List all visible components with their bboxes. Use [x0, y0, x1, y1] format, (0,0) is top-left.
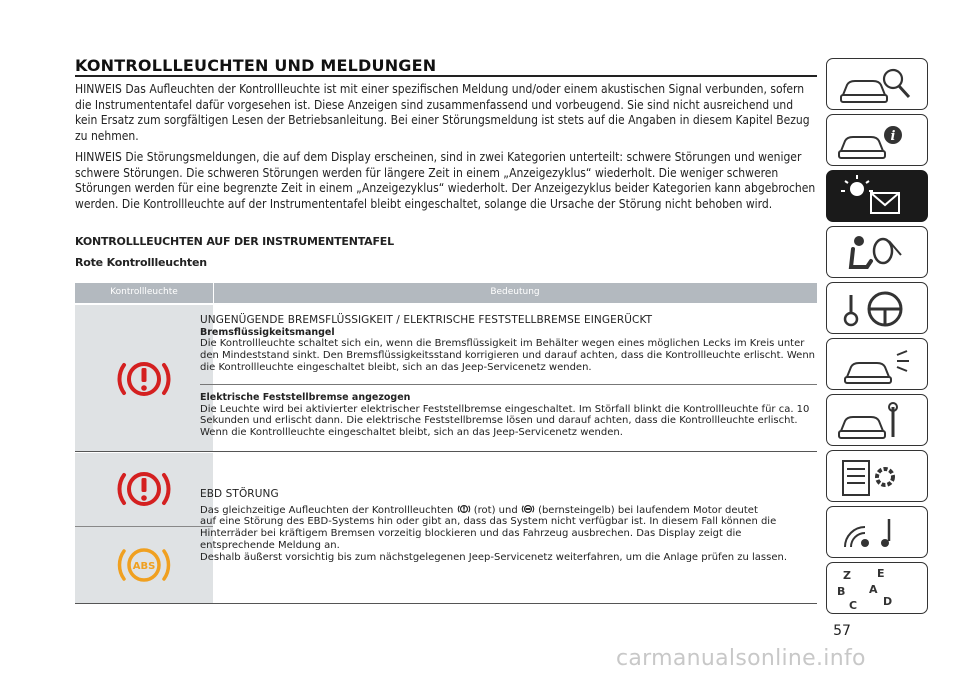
row-1-sub1-title: Bremsflüssigkeitsmangel — [200, 326, 335, 338]
row-2-line-1 — [200, 503, 817, 517]
chapter-tab-9[interactable] — [826, 506, 928, 558]
row-1-sub1-text: Die Kontrollleuchte schaltet sich ein, wenn die Bremsflüssigkeit im Behälter wegen eines möglichen Lecks im Kreis unter den Mindeststand sinkt. Den Bremsflüssigkeitsstand korrigieren und darauf achten, dass die Kontrollleuchte erlischt. Wenn die Kontrollleuchte eingeschaltet bleibt, sich an das Jeep-Servicenetz wenden. — [200, 338, 816, 373]
section-subtitle: KONTROLLLEUCHTEN AUF DER INSTRUMENTENTAFEL — [75, 235, 394, 248]
svg-text:D: D — [883, 595, 893, 608]
icon-cell-divider — [75, 526, 213, 527]
chapter-tab-5[interactable] — [826, 282, 928, 334]
table-bottom-rule — [75, 603, 817, 604]
row-2-line-1-c: (bernsteingelb) bei laufendem Motor deutet — [538, 504, 758, 516]
chapter-tab-3[interactable] — [826, 170, 928, 222]
inline-brake-icon — [457, 503, 471, 515]
chapter-tab-4[interactable] — [826, 226, 928, 278]
alphabet-index-icon — [827, 563, 929, 615]
chapter-tab-10[interactable] — [826, 562, 928, 614]
car-wrench-icon — [827, 395, 929, 447]
svg-text:E: E — [877, 567, 885, 580]
row-2-line-1-b: (rot) und — [473, 504, 518, 516]
column-header-meaning: Bedeutung — [490, 287, 540, 297]
section-subsubtitle: Rote Kontrollleuchten — [75, 256, 207, 269]
warning-light-message-icon — [827, 171, 929, 223]
row-1-text-a — [200, 315, 817, 374]
svg-text:i: i — [890, 129, 896, 144]
row-separator — [75, 451, 817, 452]
brake-warning-icon — [114, 463, 174, 515]
seat-airbag-icon — [827, 227, 929, 279]
note-paragraph-2: HINWEIS Die Störungsmeldungen, die auf dem Display erscheinen, sind in zwei Kategorien unterteilt: schwere Störungen und weniger schwere Störungen. Die schweren Störungen werden für längere Zeit in einem „Anzeigezyklus“ wiederholt. Die weniger schweren Störungen werden für eine begrenzte Zeit in einem „Anzeigezyklus“ wiederholt. Der Anzeigezyklus beider Kategorien kann abgebrochen werden. Die Kontrollleuchte auf der Instrumententafel bleibt eingeschaltet, solange die Ursache der Störung nicht behoben wird. — [75, 150, 816, 211]
column-header-icon: Kontrollleuchte — [110, 287, 178, 297]
page-number: 57 — [833, 623, 851, 639]
row-1-sub2-title: Elektrische Feststellbremse angezogen — [200, 392, 411, 403]
key-steering-wheel-icon — [827, 283, 929, 335]
media-music-icon — [827, 507, 929, 559]
chapter-tab-1[interactable] — [826, 58, 928, 110]
watermark: carmanualsonline.info — [616, 646, 866, 671]
page-title: KONTROLLLEUCHTEN UND MELDUNGEN — [75, 56, 437, 75]
row-1-sub2-text: Die Leuchte wird bei aktivierter elektrischer Feststellbremse eingeschaltet. Im Störfall blinkt die Kontrollleuchte für ca. 10 Sekunden und erlischt dann. Die elektrische Feststellbremse lösen und darauf achten, dass die Kontrollleuchte erlischt. Wenn die Kontrollleuchte eingeschaltet bleibt, sich an das Jeep-Servicenetz wenden. — [200, 403, 810, 439]
specs-gear-icon — [827, 451, 929, 503]
inline-abs-icon — [521, 503, 535, 515]
svg-text:C: C — [849, 599, 858, 612]
row-2-line-1-a: Das gleichzeitige Aufleuchten der Kontrollleuchten — [200, 504, 454, 516]
car-info-icon — [827, 115, 929, 167]
table-header — [75, 283, 817, 303]
svg-text:Z: Z — [843, 569, 851, 582]
brake-warning-icon — [114, 353, 174, 405]
chapter-tab-8[interactable] — [826, 450, 928, 502]
svg-text:B: B — [837, 585, 846, 598]
row-2-caption: EBD STÖRUNG — [200, 488, 279, 500]
note-paragraph-1: HINWEIS Das Aufleuchten der Kontrollleuchte ist mit einer spezifischen Meldung und/oder einem akustischen Signal verbunden, sofern die Instrumententafel dafür vorgesehen ist. Diese Anzeigen sind zusammenfassend und vorbeugend. Sie sind nicht ausreichend und kein Ersatz zum sorgfältigen Lesen der Betriebsanleitung. Bei einer Störungsmeldung ist stets auf die Angaben in diesem Kapitel Bezug zu nehmen. — [75, 82, 810, 143]
row-1-caption: UNGENÜGENDE BREMSFLÜSSIGKEIT / ELEKTRISCHE FESTSTELLBREMSE EINGERÜCKT — [200, 314, 653, 326]
chapter-tab-7[interactable] — [826, 394, 928, 446]
abs-warning-icon — [114, 539, 174, 591]
row-1-divider — [200, 384, 817, 385]
title-underline — [75, 75, 817, 77]
chapter-tab-2[interactable] — [826, 114, 928, 166]
abs-icon-label: ABS — [132, 561, 156, 572]
row-2-text-rest: auf eine Störung des EBD-Systems hin oder gibt an, dass das System nicht verfügbar ist. In diesem Fall können die Hinterräder bei kräftigem Bremsen vorzeitig blockieren und das Fahrzeug ausbrechen. Das Display zeigt die entsprechende Meldung an. — [200, 516, 777, 551]
car-magnifier-icon — [827, 59, 929, 111]
car-crash-icon — [827, 339, 929, 391]
row-2-text-last: Deshalb äußerst vorsichtig bis zum nächstgelegenen Jeep-Servicenetz weiterfahren, um die Anlage prüfen zu lassen. — [200, 551, 788, 563]
svg-text:A: A — [869, 583, 878, 596]
row-1-text-b — [200, 392, 817, 439]
chapter-tab-6[interactable] — [826, 338, 928, 390]
row-2-text — [200, 489, 817, 563]
